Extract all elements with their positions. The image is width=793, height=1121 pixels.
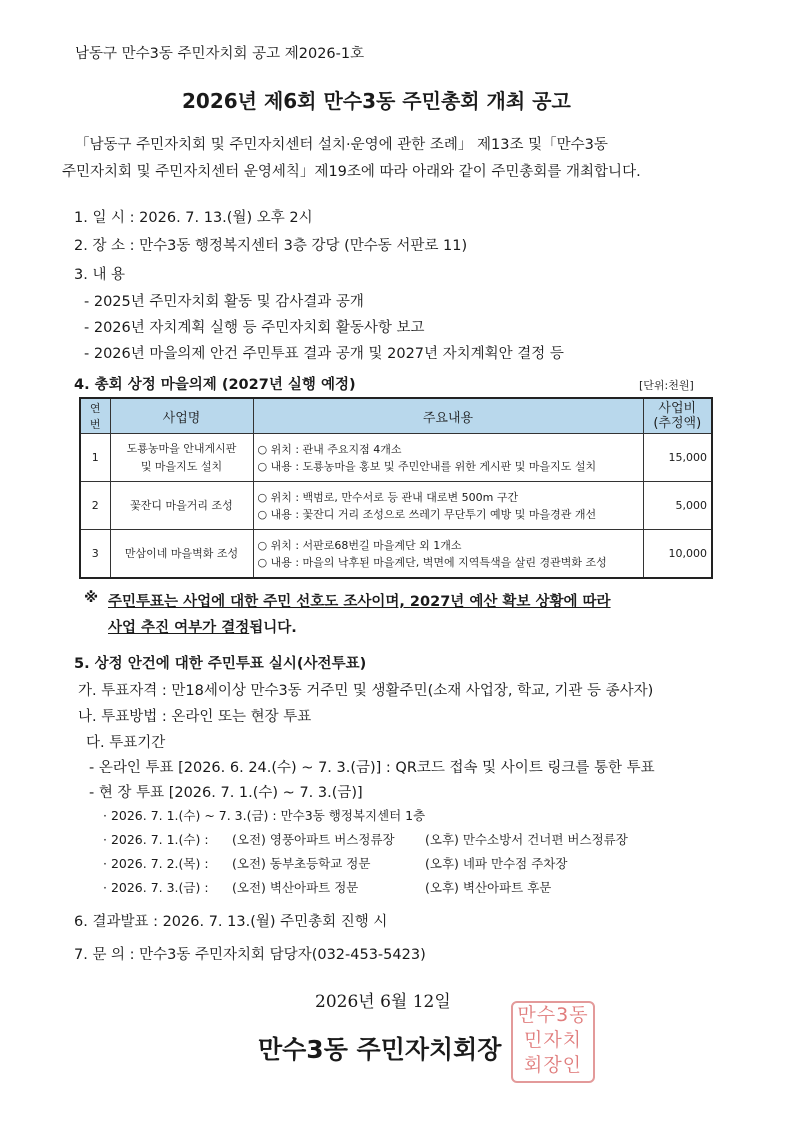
header-cost-sub: (추정액) [653, 416, 702, 431]
onsite-vote: - 현 장 투표 [2026. 7. 1.(수) ~ 7. 3.(금)] [89, 785, 363, 801]
schedule-am-2: (오전) 영풍아파트 버스정류장 [232, 832, 395, 847]
row-cost: 10,000 [643, 530, 712, 579]
schedule-line-1: · 2026. 7. 1.(수) ~ 7. 3.(금) : 만수3동 행정복지센터 1층 [103, 808, 426, 823]
table-header-row [80, 398, 712, 434]
inquiry-contact: 7. 문 의 : 만수3동 주민자치회 담당자(032-453-5423) [74, 947, 426, 963]
note-suffix: 됩니다. [249, 620, 297, 636]
intro-line-2: 주민자치회 및 주민자치센터 운영세칙」제19조에 따라 아래와 같이 주민총회를 개최합니다. [62, 164, 641, 180]
row-project-name [110, 434, 253, 482]
schedule-line-3: · 2026. 7. 2.(목) : [103, 856, 209, 871]
vote-period-heading: 다. 투표기간 [86, 735, 166, 751]
schedule-line-2: · 2026. 7. 1.(수) : [103, 832, 209, 847]
agenda-table [79, 397, 713, 579]
schedule-am-4: (오전) 벽산아파트 정문 [232, 880, 359, 895]
vote-heading: 5. 상정 안건에 대한 주민투표 실시(사전투표) [74, 656, 367, 672]
vote-eligibility: 가. 투표자격 : 만18세이상 만수3동 거주민 및 생활주민(소재 사업장, 학교, 기관 등 종사자) [78, 683, 654, 699]
header-cost [643, 398, 712, 434]
row-no: 1 [80, 434, 110, 482]
row-description: ○ 내용 : 도룡농마을 홍보 및 주민안내를 위한 게시판 및 마을지도 설치 [257, 459, 597, 473]
seal-line-1: 만수3동 [517, 1004, 589, 1026]
row-name-line-1: 도룡농마을 안내게시판 [126, 441, 237, 455]
row-location: ○ 위치 : 서판로68번길 마을계단 외 1개소 [257, 538, 462, 552]
schedule-am-3: (오전) 동부초등학교 정문 [232, 856, 371, 871]
intro-line-1: 「남동구 주민자치회 및 주민자치센터 설치·운영에 관한 조례」 제13조 및「만수3동 [75, 137, 608, 153]
row-description: ○ 내용 : 꽃잔디 거리 조성으로 쓰레기 무단투기 예방 및 마을경관 개선 [257, 507, 597, 521]
agenda-heading: 4. 총회 상정 마을의제 (2027년 실행 예정) [74, 377, 356, 393]
item-venue: 2. 장 소 : 만수3동 행정복지센터 3층 강당 (만수동 서판로 11) [74, 238, 468, 254]
row-no: 3 [80, 530, 110, 579]
signer-title: 만수3동 주민자치회장 [258, 1035, 502, 1064]
online-vote: - 온라인 투표 [2026. 6. 24.(수) ~ 7. 3.(금)] : QR코드 접속 및 사이트 링크를 통한 투표 [89, 760, 655, 776]
notice-title: 2026년 제6회 만수3동 주민총회 개최 공고 [182, 89, 571, 113]
schedule-pm-4: (오후) 벽산아파트 후문 [425, 880, 552, 895]
row-description: ○ 내용 : 마을의 낙후된 마을계단, 벽면에 지역특색을 살린 경관벽화 조성 [257, 555, 607, 569]
result-announcement: 6. 결과발표 : 2026. 7. 13.(월) 주민총회 진행 시 [74, 914, 388, 930]
header-cost-label: 사업비 [658, 401, 697, 416]
item-content-heading: 3. 내 용 [74, 267, 126, 283]
notice-number: 남동구 만수3동 주민자치회 공고 제2026-1호 [75, 46, 365, 62]
table-row [80, 434, 712, 482]
official-seal [511, 1001, 595, 1083]
issue-date: 2026년 6월 12일 [315, 992, 451, 1012]
note-mark: ※ [84, 590, 99, 606]
note-line-1: 주민투표는 사업에 대한 주민 선호도 조사이며, 2027년 예산 확보 상황에 따라 [108, 594, 611, 610]
row-content [253, 434, 643, 482]
table-row [80, 482, 712, 530]
row-project-name [110, 530, 253, 579]
row-no: 2 [80, 482, 110, 530]
row-location: ○ 위치 : 관내 주요지점 4개소 [257, 442, 402, 456]
row-cost: 5,000 [643, 482, 712, 530]
header-no: 연번 [80, 398, 110, 434]
vote-method: 나. 투표방법 : 온라인 또는 현장 투표 [78, 709, 312, 725]
unit-label: [단위:천원] [639, 379, 694, 392]
item-datetime: 1. 일 시 : 2026. 7. 13.(월) 오후 2시 [74, 210, 313, 226]
note-emphasis: 사업 추진 여부가 결정 [108, 620, 250, 636]
table-row [80, 530, 712, 579]
seal-line-2: 민자치 [523, 1029, 583, 1051]
schedule-pm-2: (오후) 만수소방서 건너편 버스정류장 [425, 832, 628, 847]
row-name-line-1: 만삼이네 마을벽화 조성 [124, 546, 239, 560]
content-item-2: - 2026년 자치계획 실행 등 주민자치회 활동사항 보고 [84, 320, 425, 336]
schedule-line-4: · 2026. 7. 3.(금) : [103, 880, 209, 895]
row-project-name [110, 482, 253, 530]
row-content [253, 530, 643, 579]
content-item-3: - 2026년 마을의제 안건 주민투표 결과 공개 및 2027년 자치계획안 결정 등 [84, 346, 564, 362]
row-cost: 15,000 [643, 434, 712, 482]
row-content [253, 482, 643, 530]
row-name-line-1: 꽃잔디 마을거리 조성 [130, 498, 233, 512]
seal-line-3: 회장인 [523, 1054, 583, 1076]
row-location: ○ 위치 : 백범로, 만수서로 등 관내 대로변 500m 구간 [257, 490, 519, 504]
schedule-pm-3: (오후) 네파 만수점 주차장 [425, 856, 568, 871]
row-name-line-2: 및 마을지도 설치 [140, 459, 223, 473]
content-item-1: - 2025년 주민자치회 활동 및 감사결과 공개 [84, 294, 364, 310]
note-line-2 [108, 616, 297, 637]
header-project-name: 사업명 [110, 398, 253, 434]
header-main-content: 주요내용 [253, 398, 643, 434]
